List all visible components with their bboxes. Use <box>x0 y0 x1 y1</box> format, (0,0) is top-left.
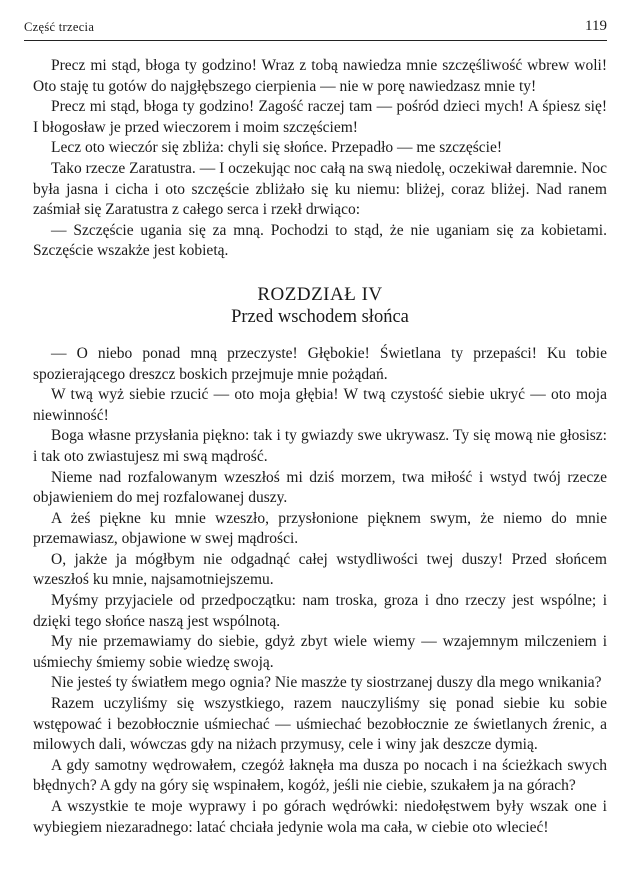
paragraph: — O niebo ponad mną przeczyste! Głębokie! Świetlana ty przepaści! Ku tobie spozierającego dreszcz boskich przejmuje mnie pożądań. <box>33 344 607 383</box>
paragraph: W twą wyż siebie rzucić — oto moja głębia! W twą czystość siebie ukryć — oto moja niewinność! <box>33 386 607 424</box>
paragraph: Boga własne przysłania piękno: tak i ty gwiazdy swe ukrywasz. Ty się mową nie głosisz: i tak oto zwiastujesz mi swą mądrość. <box>33 427 607 465</box>
paragraph: Precz mi stąd, błoga ty godzino! Wraz z tobą nawiedza mnie szczęśliwość wbrew woli! Oto staję tu gotów do najgłębszego cierpienia — nie w porę nawiedzasz mnie ty! <box>33 57 607 95</box>
paragraph: Lecz oto wieczór się zbliża: chyli się słońce. Przepadło — me szczęście! <box>51 139 503 157</box>
paragraph: A wszystkie te moje wyprawy i po górach wędrówki: niedołęstwem były wszak one i wybiegiem niezaradnego: latać chciała jedynie wola ma cała, w ciebie oto wlecieć! <box>33 798 607 836</box>
page-body <box>33 56 607 838</box>
section-title: Część trzecia <box>24 20 95 34</box>
paragraph: A żeś piękne ku mnie wzeszło, przysłonione pięknem swym, że niemo do mnie przemawiasz, objawione w swej mądrości. <box>33 509 607 548</box>
paragraph: Razem uczyliśmy się wszystkiego, razem nauczyliśmy się ponad siebie ku sobie wstępować i bezobłocznie uśmiechać — uśmiechać bezobłocznie ze świetlanych źrenic, a milowych dali, wówczas gdy na niżach przymusy, cele i winy jak deszcze dymią. <box>33 695 607 754</box>
page-number: 119 <box>585 18 607 34</box>
chapter-subtitle: Przed wschodem słońca <box>231 306 409 327</box>
chapter-heading <box>33 284 607 328</box>
running-header <box>24 18 607 39</box>
paragraph: My nie przemawiamy do siebie, gdyż zbyt wiele wiemy — wzajemnym milczeniem i uśmiechy śmiemy sobie wiedzę swoją. <box>33 633 607 671</box>
paragraph: Tako rzecze Zaratustra. — I oczekując noc całą na swą niedolę, oczekiwał daremnie. Noc była jasna i cicha i oto szczęście zbliżało się ku niemu: bliżej, coraz bliżej. Nad ranem zaśmiał się Zaratustra z całego serca i rzekł drwiąco: <box>33 159 607 219</box>
paragraph: O, jakże ja mógłbym nie odgadnąć całej wstydliwości twej duszy! Przed słońcem wzeszłoś ku mnie, najsamotniejszemu. <box>33 550 607 589</box>
header-rule <box>24 40 607 41</box>
paragraph: A gdy samotny wędrowałem, czegóż łaknęła ma dusza po nocach i na ścieżkach swych błędnych? A gdy na góry się wspinałem, kogóż, jeśli nie ciebie, szukałem ja na górach? <box>33 756 607 795</box>
chapter-title: ROZDZIAŁ IV <box>257 283 383 305</box>
paragraph: Myśmy przyjaciele od przedpoczątku: nam troska, groza i dno rzeczy jest wspólne; i dzięki tego słońce naszą jest wspólnotą. <box>33 592 607 630</box>
paragraph: Nieme nad rozfalowanym wzeszłoś mi dziś morzem, twa miłość i wstyd twój rzecze objawieniem do mej rozfalowanej duszy. <box>33 468 607 507</box>
paragraph: Nie jesteś ty światłem mego ognia? Nie maszże ty siostrzanej duszy dla mego wnikania? <box>51 674 602 692</box>
paragraph: — Szczęście ugania się za mną. Pochodzi to stąd, że nie uganiam się za kobietami. Szczęście wszakże jest kobietą. <box>33 221 607 260</box>
paragraph: Precz mi stąd, błoga ty godzino! Zagość raczej tam — pośród dzieci mych! A śpiesz się! I błogosław je przed wieczorem i moim szczęściem! <box>33 98 607 136</box>
